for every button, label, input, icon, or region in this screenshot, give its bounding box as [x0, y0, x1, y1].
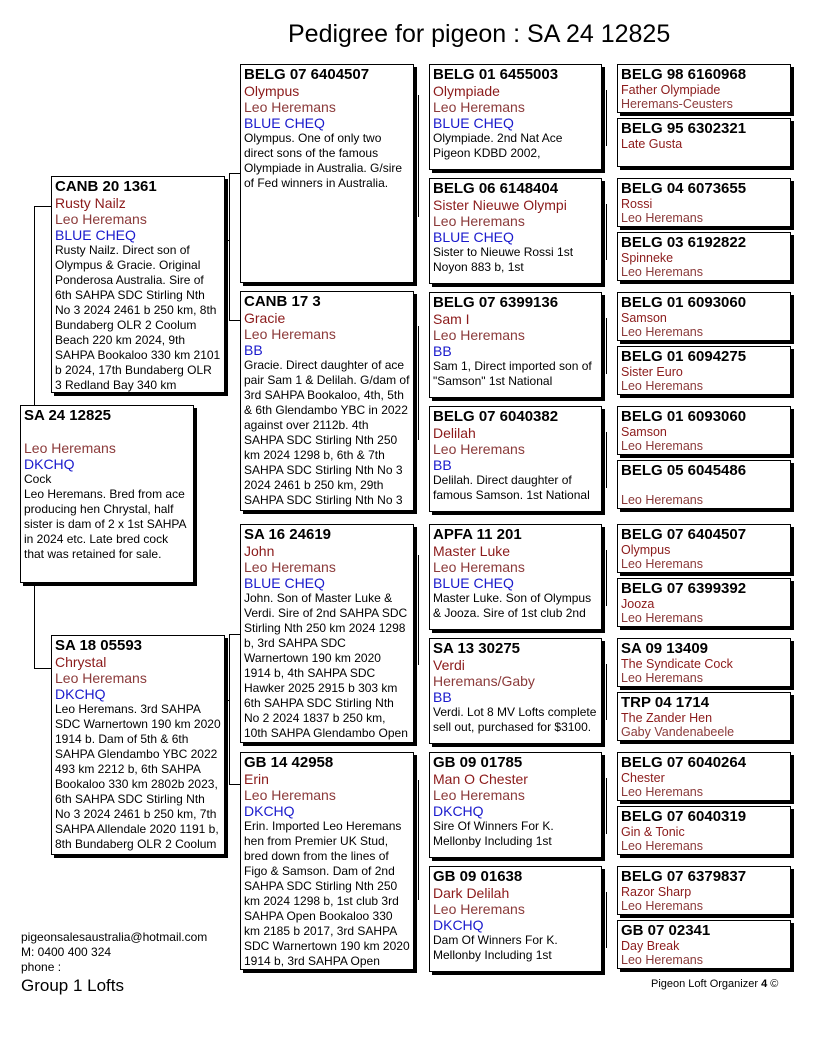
- breeder: Leo Heremans: [621, 439, 703, 453]
- pigeon-notes: Master Luke. Son of Olympus & Jooza. Sire of 1st club 2nd: [433, 591, 592, 620]
- ring-number: GB 14 42958: [244, 754, 334, 771]
- pigeon-name: Samson: [621, 311, 667, 325]
- pigeon-name: Dark Delilah: [433, 885, 510, 901]
- connector-line: [229, 634, 240, 635]
- ring-number: BELG 05 6045486: [621, 462, 747, 479]
- pigeon-name: [24, 424, 190, 440]
- breeder: Leo Heremans: [621, 265, 703, 279]
- gen4-ancestor-card[interactable]: [617, 64, 791, 113]
- ring-number: BELG 07 6399136: [433, 294, 559, 311]
- pigeon-notes: Leo Heremans. 3rd SAHPA SDC Warnertown 190 km 2020 1914 b. Dam of 5th & 6th SAHPA Glendambo YBC 2022 493 km 2212 b, 6th SAHPA Bookaloo 330 km 2802b 2023, 6th SAHPA SDC Stirling Nth No 3 2024 2461 b 250 km, 7th SAHPA Allendale 2020 1191 b, 8th Bundaberg OLR 2 Coolum: [55, 702, 221, 851]
- breeder: Leo Heremans: [244, 99, 336, 115]
- ring-number: BELG 07 6404507: [244, 66, 370, 83]
- ring-number: BELG 01 6093060: [621, 408, 747, 425]
- gen4-ancestor-card[interactable]: [617, 406, 791, 455]
- gen4-ancestor-card[interactable]: [617, 692, 791, 741]
- gen4-ancestor-card[interactable]: [617, 178, 791, 227]
- pigeon-name: Sister Euro: [621, 365, 683, 379]
- pigeon-name: Olympus: [621, 543, 671, 557]
- pigeon-notes: Olympiade. 2nd Nat Ace Pigeon KDBD 2002,: [433, 131, 563, 160]
- pigeon-name: Man O Chester: [433, 771, 528, 787]
- ring-number: BELG 01 6094275: [621, 348, 747, 365]
- breeder: Leo Heremans: [621, 557, 703, 571]
- ring-number: TRP 04 1714: [621, 694, 710, 711]
- connector-line: [418, 95, 419, 217]
- connector-line: [606, 778, 607, 834]
- breeder: Heremans-Ceusters: [621, 97, 733, 111]
- pigeon-name: Olympus: [244, 83, 300, 99]
- breeder: Gaby Vandenabeele: [621, 725, 735, 739]
- connector-line: [418, 780, 419, 900]
- pigeon-name: Spinneke: [621, 251, 674, 265]
- breeder: Leo Heremans: [621, 785, 703, 799]
- pigeon-name: Gracie: [244, 310, 286, 326]
- ring-number: CANB 20 1361: [55, 178, 157, 195]
- sex: Cock: [24, 472, 52, 486]
- pigeon-notes: John. Son of Master Luke & Verdi. Sire of 2nd SAHPA SDC Stirling Nth 250 km 2024 1298 b, 3rd SAHPA SDC Warnertown 190 km 2020 1914 b, 4th SAHPA SDC Hawker 2025 2915 b 303 km 6th SAHPA SDC Stirling Nth No 2 2024 1837 b 250 km, 10th SAHPA Glendambo Open: [244, 591, 408, 740]
- pigeon-name: Father Olympiade: [621, 83, 721, 97]
- connector-line: [606, 550, 607, 606]
- connector-line: [606, 90, 607, 146]
- colour: BLUE CHEQ: [244, 115, 325, 131]
- pigeon-notes: Sire Of Winners For K. Mellonby Including 1st: [433, 819, 554, 848]
- breeder: Leo Heremans: [244, 559, 336, 575]
- breeder: Leo Heremans: [433, 213, 525, 229]
- connector-line: [34, 668, 51, 669]
- connector-line: [606, 664, 607, 720]
- connector-line: [418, 326, 419, 440]
- connector-line: [34, 583, 35, 669]
- gen4-ancestor-card[interactable]: [617, 292, 791, 341]
- connector-line: [229, 784, 240, 785]
- gen4-ancestor-card[interactable]: [617, 460, 791, 509]
- ring-number: SA 09 13409: [621, 640, 709, 657]
- breeder: Leo Heremans: [621, 493, 703, 507]
- pigeon-name: Olympiade: [433, 83, 500, 99]
- colour: DKCHQ: [244, 803, 295, 819]
- software-credit: [651, 977, 778, 991]
- ring-number: BELG 03 6192822: [621, 234, 747, 251]
- page-title: Pedigree for pigeon : SA 24 12825: [288, 20, 671, 48]
- breeder: Leo Heremans: [621, 611, 703, 625]
- pigeon-name: Rossi: [621, 197, 653, 211]
- pigeon-name: Jooza: [621, 597, 655, 611]
- ring-number: SA 18 05593: [55, 637, 143, 654]
- pigeon-name: Verdi: [433, 657, 465, 673]
- breeder: Leo Heremans: [433, 787, 525, 803]
- grandparent-card[interactable]: [240, 752, 414, 970]
- great-grandparent-card[interactable]: [429, 178, 602, 284]
- dam-card[interactable]: [51, 635, 225, 855]
- ring-number: BELG 98 6160968: [621, 66, 747, 83]
- breeder: Leo Heremans: [433, 441, 525, 457]
- colour: BB: [433, 689, 452, 705]
- breeder: Leo Heremans: [55, 211, 147, 227]
- ring-number: BELG 07 6379837: [621, 868, 747, 885]
- ring-number: BELG 07 6404507: [621, 526, 747, 543]
- ring-number: BELG 01 6093060: [621, 294, 747, 311]
- great-grandparent-card[interactable]: [429, 292, 602, 398]
- gen4-ancestor-card[interactable]: [617, 752, 791, 801]
- sire-card[interactable]: [51, 176, 225, 393]
- colour: BLUE CHEQ: [244, 575, 325, 591]
- connector-line: [229, 320, 240, 321]
- breeder: Leo Heremans: [621, 953, 703, 967]
- breeder: Leo Heremans: [244, 787, 336, 803]
- ring-number: BELG 01 6455003: [433, 66, 559, 83]
- pigeon-name: Delilah: [433, 425, 476, 441]
- colour: BB: [433, 457, 452, 473]
- breeder: Leo Heremans: [433, 559, 525, 575]
- grandparent-card[interactable]: [240, 64, 414, 283]
- ring-number: SA 16 24619: [244, 526, 332, 543]
- breeder: Leo Heremans: [621, 671, 703, 685]
- ring-number: SA 13 30275: [433, 640, 521, 657]
- connector-line: [606, 318, 607, 374]
- pigeon-notes: Olympus. One of only two direct sons of the famous Olympiade in Australia. G/sire of Fed winners in Australia.: [244, 131, 403, 190]
- pigeon-notes: Gracie. Direct daughter of ace pair Sam 1 & Delilah. G/dam of 3rd SAHPA Bookaloo, 4th, 5th & 6th Glendambo YBC in 2022 against over 2112b. 4th SAHPA SDC Stirling Nth 250 km 2024 1298 b, 6th & 7th SAHPA SDC Stirling Nth No 3 2024 2461 b 250 km, 29th SAHPA SDC Stirling Nth No 3: [244, 358, 410, 507]
- connector-line: [34, 206, 35, 405]
- breeder: Leo Heremans: [621, 325, 703, 339]
- pigeon-notes: Rusty Nailz. Direct son of Olympus & Gracie. Original Ponderosa Australia. Sire of 6th SAHPA SDC Stirling Nth No 3 2024 2461 b 250 km, 8th Bundaberg OLR 2 Coolum Beach 220 km 2024, 9th SAHPA Bookaloo 330 km 2101 b 2024, 17th Bundaberg OLR 3 Redland Bay 340 km: [55, 243, 221, 392]
- ring-number: GB 09 01638: [433, 868, 523, 885]
- pigeon-name: Samson: [621, 425, 667, 439]
- pigeon-notes: Verdi. Lot 8 MV Lofts complete sell out, purchased for $3100.: [433, 705, 597, 734]
- pigeon-notes: Leo Heremans. Bred from ace producing hen Chrystal, half sister is dam of 2 x 1st SAHPA in 2024 etc. Late bred cock that was retained for sale.: [24, 487, 186, 561]
- colour: BLUE CHEQ: [433, 575, 514, 591]
- colour: DKCHQ: [433, 803, 484, 819]
- gen4-ancestor-card[interactable]: [617, 866, 791, 915]
- pigeon-notes: Sam 1, Direct imported son of "Samson" 1st National: [433, 359, 592, 388]
- breeder: Leo Heremans: [55, 670, 147, 686]
- connector-line: [606, 204, 607, 260]
- pigeon-name: Chester: [621, 771, 665, 785]
- gen4-ancestor-card[interactable]: [617, 638, 791, 687]
- gen4-ancestor-card[interactable]: [617, 524, 791, 573]
- colour: DKCHQ: [24, 456, 75, 472]
- colour: BLUE CHEQ: [55, 227, 136, 243]
- pigeon-name: Rusty Nailz: [55, 195, 126, 211]
- software-name: Pigeon Loft Organizer: [651, 978, 759, 990]
- pigeon-notes: Delilah. Direct daughter of famous Samson. 1st National: [433, 473, 590, 502]
- great-grandparent-card[interactable]: [429, 524, 602, 630]
- pigeon-notes: Dam Of Winners For K. Mellonby Including 1st: [433, 933, 558, 962]
- colour: DKCHQ: [433, 917, 484, 933]
- pigeon-name: The Syndicate Cock: [621, 657, 733, 671]
- breeder: Leo Heremans: [621, 211, 703, 225]
- gen4-ancestor-card[interactable]: [617, 346, 791, 395]
- ring-number: BELG 06 6148404: [433, 180, 559, 197]
- colour: BLUE CHEQ: [433, 115, 514, 131]
- breeder: Leo Heremans: [433, 901, 525, 917]
- great-grandparent-card[interactable]: [429, 752, 602, 858]
- contact-email[interactable]: pigeonsalesaustralia@hotmail.com: [21, 930, 208, 944]
- pigeon-name: Razor Sharp: [621, 885, 692, 899]
- connector-line: [606, 892, 607, 948]
- pigeon-name: Sister Nieuwe Olympi: [433, 197, 567, 213]
- pigeon-name: The Zander Hen: [621, 711, 713, 725]
- pigeon-name: Master Luke: [433, 543, 511, 559]
- pigeon-name: Gin & Tonic: [621, 825, 685, 839]
- pigeon-name: Erin: [244, 771, 269, 787]
- breeder: Leo Heremans: [621, 899, 703, 913]
- breeder: Leo Heremans: [24, 440, 116, 456]
- ring-number: SA 24 12825: [24, 407, 112, 424]
- pigeon-name: Chrystal: [55, 654, 107, 670]
- gen4-ancestor-card[interactable]: [617, 920, 791, 969]
- gen4-ancestor-card[interactable]: [617, 806, 791, 855]
- connector-line: [418, 555, 419, 665]
- colour: DKCHQ: [55, 686, 106, 702]
- subject-pigeon-card[interactable]: [20, 405, 194, 583]
- great-grandparent-card[interactable]: [429, 866, 602, 972]
- ring-number: GB 07 02341: [621, 922, 711, 939]
- software-version: 4: [761, 978, 768, 990]
- pigeon-notes: Sister to Nieuwe Rossi 1st Noyon 883 b, 1st: [433, 245, 574, 274]
- great-grandparent-card[interactable]: [429, 406, 602, 512]
- breeder: Leo Heremans: [244, 326, 336, 342]
- pigeon-name: Day Break: [621, 939, 680, 953]
- ring-number: BELG 07 6040382: [433, 408, 559, 425]
- colour: BB: [244, 342, 263, 358]
- connector-line: [229, 634, 230, 784]
- colour: BLUE CHEQ: [433, 229, 514, 245]
- copyright-symbol: ©: [770, 978, 779, 990]
- connector-line: [606, 432, 607, 488]
- great-grandparent-card[interactable]: [429, 638, 602, 744]
- breeder: Leo Heremans: [621, 379, 703, 393]
- breeder: Leo Heremans: [621, 839, 703, 853]
- pigeon-name: Late Gusta: [621, 137, 683, 151]
- ring-number: BELG 95 6302321: [621, 120, 747, 137]
- great-grandparent-card[interactable]: [429, 64, 602, 170]
- pigeon-notes: Erin. Imported Leo Heremans hen from Premier UK Stud, bred down from the lines of Figo & Samson. Dam of 2nd SAHPA SDC Stirling Nth 250 km 2024 1298 b, 1st club 3rd SAHPA Open Bookaloo 330 km 2185 b 2017, 3rd SAHPA SDC Warnertown 190 km 2020 1914 b, 3rd SAHPA Open: [244, 819, 410, 968]
- gen4-ancestor-card[interactable]: [617, 578, 791, 627]
- ring-number: BELG 07 6040264: [621, 754, 747, 771]
- breeder: Leo Heremans: [433, 99, 525, 115]
- gen4-ancestor-card[interactable]: [617, 232, 791, 281]
- pigeon-name: Sam I: [433, 311, 470, 327]
- connector-line: [229, 173, 240, 174]
- contact-mobile: M: 0400 400 324: [21, 945, 112, 959]
- breeder: Heremans/Gaby: [433, 673, 535, 689]
- grandparent-card[interactable]: [240, 524, 414, 743]
- loft-name: Group 1 Lofts: [21, 976, 125, 995]
- ring-number: BELG 07 6399392: [621, 580, 747, 597]
- ring-number: CANB 17 3: [244, 293, 321, 310]
- contact-phone: phone :: [21, 960, 62, 974]
- connector-line: [34, 206, 51, 207]
- colour: BB: [433, 343, 452, 359]
- ring-number: GB 09 01785: [433, 754, 523, 771]
- ring-number: BELG 04 6073655: [621, 180, 747, 197]
- ring-number: BELG 07 6040319: [621, 808, 747, 825]
- breeder: Leo Heremans: [433, 327, 525, 343]
- connector-line: [229, 173, 230, 320]
- grandparent-card[interactable]: [240, 291, 414, 511]
- pigeon-name: John: [244, 543, 275, 559]
- pigeon-name: [621, 479, 787, 493]
- gen4-ancestor-card[interactable]: [617, 118, 791, 167]
- ring-number: APFA 11 201: [433, 526, 522, 543]
